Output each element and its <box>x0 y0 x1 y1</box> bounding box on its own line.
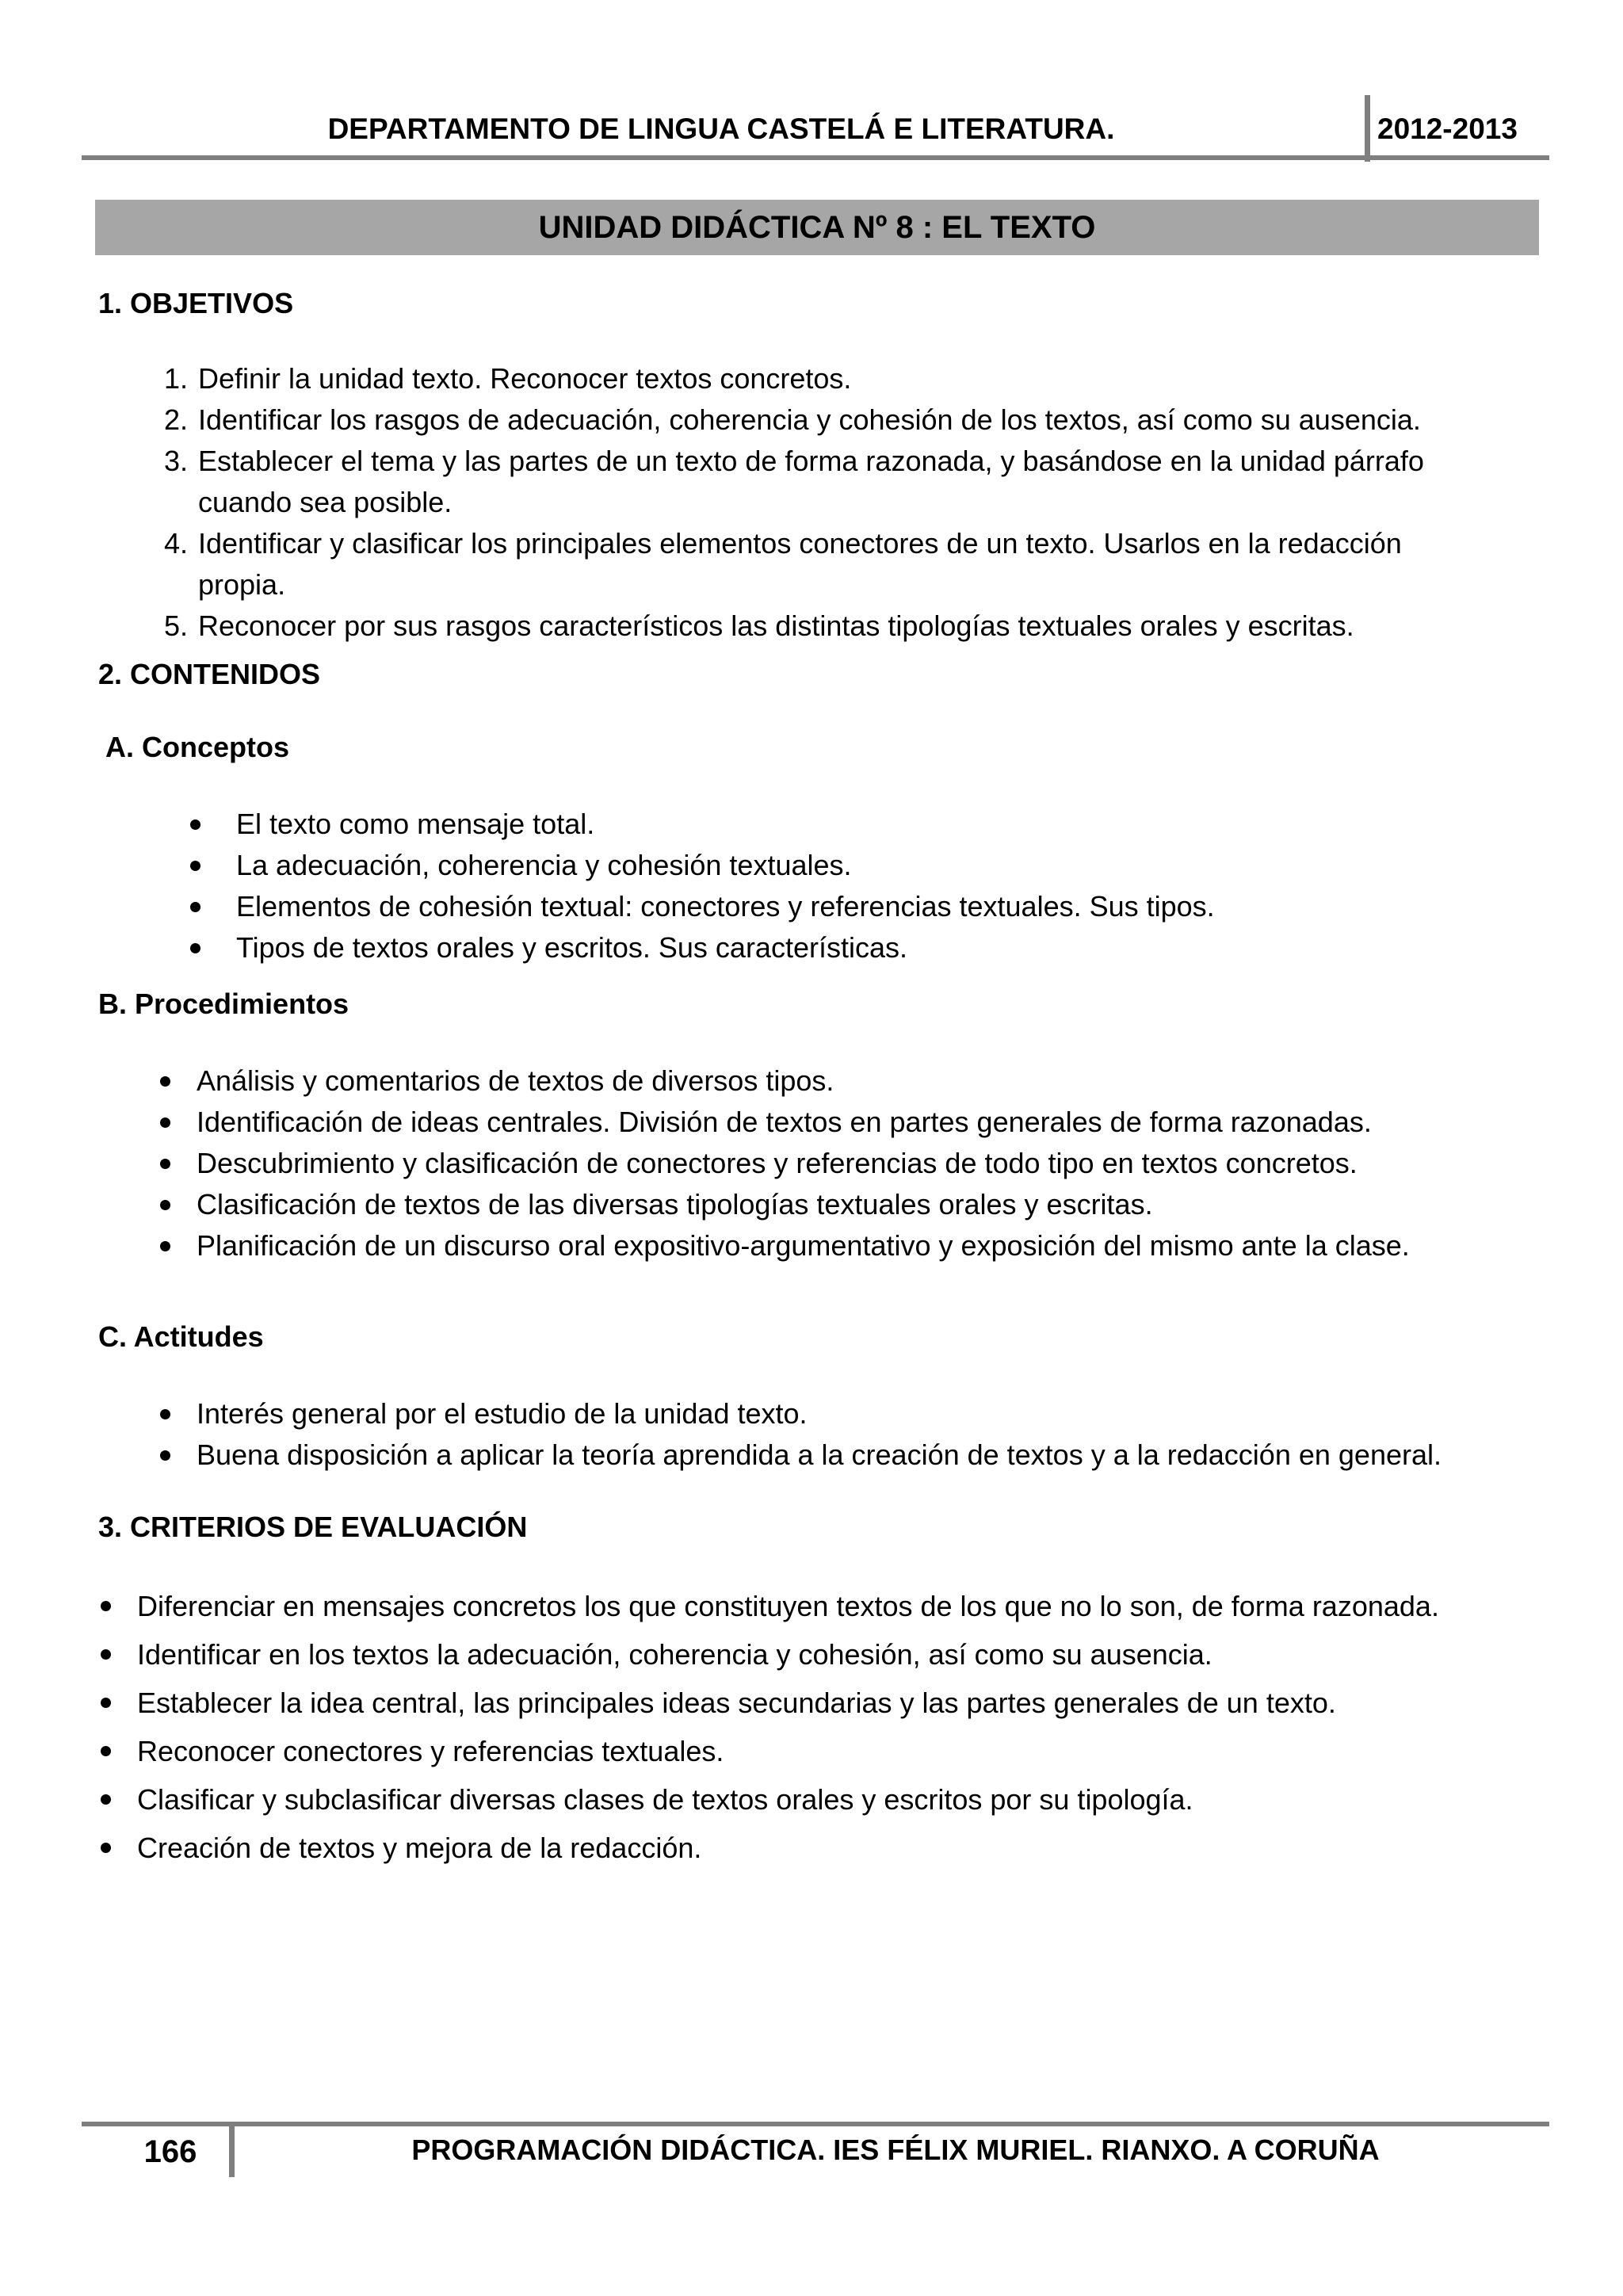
list-item <box>197 1102 1544 1143</box>
list-item <box>236 845 1544 886</box>
header-year: 2012-2013 <box>1377 113 1518 145</box>
item-number: 4. <box>163 527 188 560</box>
bullet-icon <box>190 943 200 953</box>
list-item <box>137 1679 1548 1727</box>
bullet-icon <box>160 1241 170 1251</box>
item-text: Tipos de textos orales y escritos. Sus características. <box>236 931 907 964</box>
conceptos-list <box>236 804 1544 968</box>
item-text: Identificar y clasificar los principales elementos conectores de un texto. Usarlos en la redacción <box>198 527 1402 560</box>
list-item <box>163 399 1545 441</box>
bullet-icon <box>101 1649 111 1660</box>
item-text: El texto como mensaje total. <box>236 808 595 840</box>
item-text: Reconocer por sus rasgos característicos las distintas tipologías textuales orales y escritas. <box>198 609 1354 642</box>
footer-rule <box>82 2122 1549 2126</box>
list-item <box>137 1582 1548 1630</box>
list-item <box>137 1775 1548 1824</box>
item-text: Buena disposición a aplicar la teoría aprendida a la creación de textos y a la redacción en general. <box>197 1438 1442 1471</box>
actitudes-heading: C. Actitudes <box>98 1320 264 1353</box>
bullet-icon <box>101 1698 111 1708</box>
bullet-icon <box>101 1746 111 1756</box>
item-text: Planificación de un discurso oral expositivo-argumentativo y exposición del mismo ante la clase. <box>197 1229 1410 1262</box>
list-item <box>236 927 1544 968</box>
item-text: Elementos de cohesión textual: conectores y referencias textuales. Sus tipos. <box>236 890 1215 923</box>
bullet-icon <box>190 861 200 871</box>
item-text-cont: cuando sea posible. <box>198 486 453 518</box>
list-item <box>163 606 1545 647</box>
item-text: La adecuación, coherencia y cohesión textuales. <box>236 849 852 881</box>
bullet-icon <box>101 1794 111 1805</box>
item-text: Establecer la idea central, las principales ideas secundarias y las partes generales de un texto. <box>137 1687 1336 1719</box>
page-number: 166 <box>143 2134 197 2169</box>
bullet-icon <box>160 1117 170 1128</box>
item-text: Diferenciar en mensajes concretos los que constituyen textos de los que no lo son, de forma razonada. <box>137 1590 1439 1622</box>
bullet-icon <box>160 1076 170 1087</box>
list-item <box>197 1184 1544 1225</box>
footer-divider <box>229 2122 235 2177</box>
contenidos-heading: 2. CONTENIDOS <box>98 658 321 690</box>
objetivos-list <box>163 358 1545 647</box>
bullet-icon <box>160 1409 170 1419</box>
list-item <box>163 441 1545 523</box>
list-item <box>236 886 1544 927</box>
item-text: Interés general por el estudio de la unidad texto. <box>197 1397 808 1430</box>
bullet-icon <box>101 1843 111 1853</box>
item-text: Clasificar y subclasificar diversas clases de textos orales y escritos por su tipología. <box>137 1783 1193 1816</box>
item-text: Identificar los rasgos de adecuación, coherencia y cohesión de los textos, así como su ausencia. <box>198 403 1421 436</box>
header-department: DEPARTAMENTO DE LINGUA CASTELÁ E LITERATURA. <box>327 113 1115 145</box>
bullet-icon <box>190 902 200 912</box>
list-item <box>197 1143 1544 1184</box>
item-number: 2. <box>163 403 188 436</box>
actitudes-list <box>197 1393 1544 1476</box>
list-item <box>236 804 1544 845</box>
item-text: Definir la unidad texto. Reconocer textos concretos. <box>198 362 852 395</box>
bullet-icon <box>101 1601 111 1611</box>
item-number: 3. <box>163 445 188 477</box>
criterios-heading: 3. CRITERIOS DE EVALUACIÓN <box>98 1511 528 1543</box>
list-item <box>163 358 1545 399</box>
list-item <box>197 1060 1544 1102</box>
list-item <box>197 1225 1544 1266</box>
header-divider <box>1365 95 1370 162</box>
bullet-icon <box>160 1159 170 1169</box>
list-item <box>137 1630 1548 1679</box>
item-number: 5. <box>163 609 188 642</box>
criterios-list <box>137 1582 1548 1872</box>
list-item <box>137 1727 1548 1775</box>
list-item <box>137 1824 1548 1872</box>
bullet-icon <box>190 819 200 830</box>
list-item <box>163 523 1545 606</box>
bullet-icon <box>160 1200 170 1210</box>
item-text: Establecer el tema y las partes de un texto de forma razonada, y basándose en la unidad párrafo <box>198 445 1424 477</box>
footer-text: PROGRAMACIÓN DIDÁCTICA. IES FÉLIX MURIEL. RIANXO. A CORUÑA <box>411 2134 1380 2166</box>
item-text-cont: propia. <box>198 568 286 601</box>
unit-title-banner <box>95 200 1539 255</box>
header-rule <box>82 155 1549 160</box>
item-text: Descubrimiento y clasificación de conectores y referencias de todo tipo en textos concretos. <box>197 1147 1358 1179</box>
list-item <box>197 1393 1544 1435</box>
conceptos-heading: A. Conceptos <box>105 731 290 763</box>
item-text: Reconocer conectores y referencias textuales. <box>137 1735 724 1767</box>
bullet-icon <box>160 1450 170 1461</box>
item-text: Identificar en los textos la adecuación, coherencia y cohesión, así como su ausencia. <box>137 1638 1212 1671</box>
item-text: Creación de textos y mejora de la redacción. <box>137 1832 702 1864</box>
procedimientos-list <box>197 1060 1544 1266</box>
item-text: Clasificación de textos de las diversas tipologías textuales orales y escritas. <box>197 1188 1153 1221</box>
objetivos-heading: 1. OBJETIVOS <box>98 287 294 319</box>
unit-title: UNIDAD DIDÁCTICA Nº 8 : EL TEXTO <box>538 209 1096 245</box>
item-text: Identificación de ideas centrales. División de textos en partes generales de forma razonadas. <box>197 1106 1372 1138</box>
list-item <box>197 1435 1544 1476</box>
item-text: Análisis y comentarios de textos de diversos tipos. <box>197 1064 834 1097</box>
item-number: 1. <box>163 362 188 395</box>
procedimientos-heading: B. Procedimientos <box>98 988 349 1020</box>
